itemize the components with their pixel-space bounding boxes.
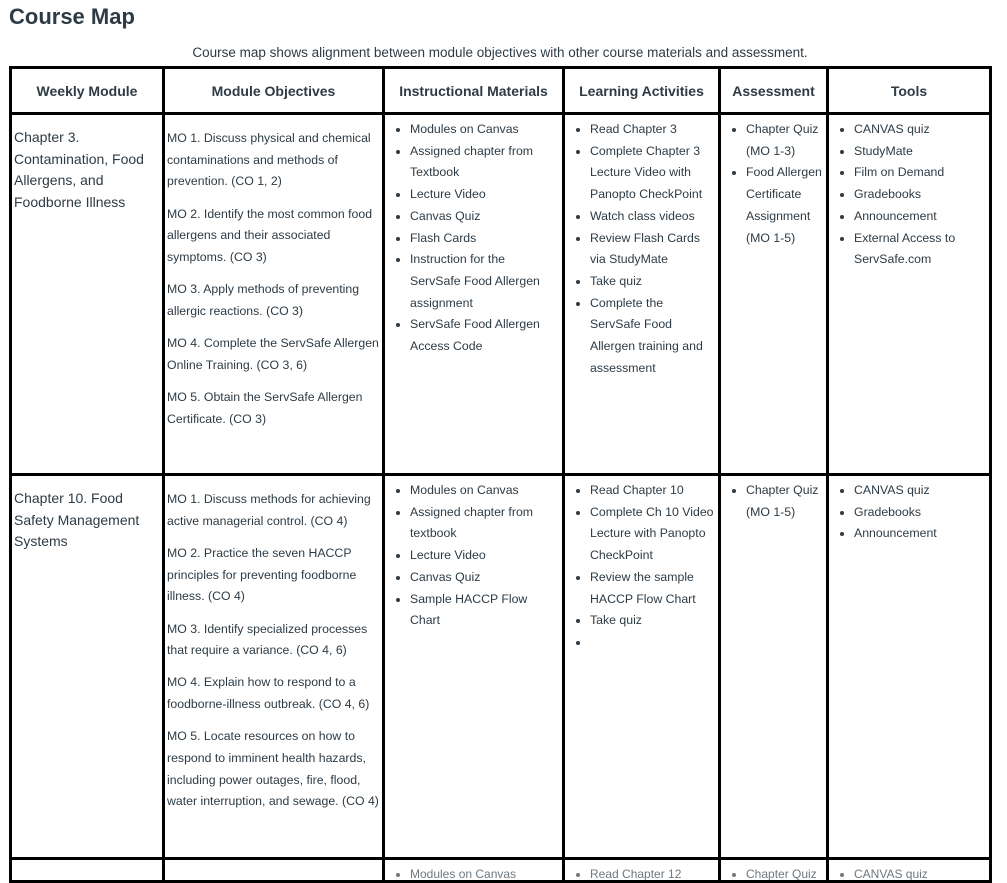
list-item: • Food Allergen Certificate Assignment (MO 1-5) xyxy=(746,162,822,249)
header-weekly-module: Weekly Module xyxy=(11,68,164,114)
list-item: • StudyMate xyxy=(854,141,985,163)
materials-list xyxy=(385,476,562,632)
objective-item: MO 1. Discuss physical and chemical contaminations and methods of prevention. (CO 1, 2) xyxy=(167,131,371,189)
activities-cell xyxy=(564,475,720,859)
list-item: • Gradebooks xyxy=(854,184,985,206)
list-item: • Chapter Quiz xyxy=(746,864,822,880)
header-row xyxy=(11,68,991,114)
activities-list xyxy=(565,476,718,654)
list-item: • Flash Cards xyxy=(410,228,558,250)
assessment-cell xyxy=(720,859,828,882)
materials-cell xyxy=(384,475,564,859)
list-item: • Take quiz xyxy=(590,610,714,632)
objective-item: MO 4. Complete the ServSafe Allergen Online Training. (CO 3, 6) xyxy=(167,336,379,372)
list-item: • Instruction for the ServSafe Food Allergen assignment xyxy=(410,249,558,314)
list-item: • CANVAS quiz xyxy=(854,480,985,502)
course-map-table xyxy=(9,66,992,883)
list-item: • Chapter Quiz (MO 1-3) xyxy=(746,119,822,162)
list-item: • Lecture Video xyxy=(410,545,558,567)
tools-list xyxy=(829,476,989,545)
list-item: • External Access to ServSafe.com xyxy=(854,228,985,271)
list-item: • Review the sample HACCP Flow Chart xyxy=(590,567,714,610)
page-title: Course Map xyxy=(9,4,135,29)
header-learning-activities: Learning Activities xyxy=(564,68,720,114)
list-item: • Modules on Canvas xyxy=(410,119,558,141)
tools-cell xyxy=(828,114,991,475)
materials-cell xyxy=(384,859,564,882)
list-item: • Announcement xyxy=(854,523,985,545)
header-instructional-materials: Instructional Materials xyxy=(384,68,564,114)
list-item: • Modules on Canvas xyxy=(410,480,558,502)
assessment-list xyxy=(721,476,826,523)
objective-item: MO 3. Identify specialized processes that require a variance. (CO 4, 6) xyxy=(167,621,368,658)
objective-item: MO 2. Identify the most common food allergens and their associated symptoms. (CO 3) xyxy=(167,206,373,265)
objective-item: MO 1. Discuss methods for achieving active managerial control. (CO 4) xyxy=(167,492,371,528)
list-item: • Sample HACCP Flow Chart xyxy=(410,589,558,632)
list-item: • Chapter Quiz (MO 1-5) xyxy=(746,480,822,523)
module-cell xyxy=(11,114,164,475)
list-item xyxy=(590,632,714,654)
header-tools: Tools xyxy=(828,68,991,114)
list-item: • Assigned chapter from textbook xyxy=(410,502,558,545)
tools-cell xyxy=(828,475,991,859)
tools-list xyxy=(829,115,989,271)
module-title: Chapter 10. Food Safety Management Systems xyxy=(14,490,140,550)
assessment-list xyxy=(721,115,826,249)
activities-list xyxy=(565,115,718,379)
module-title: Chapter 3. Contamination, Food Allergens, and Foodborne Illness xyxy=(14,129,144,211)
list-item: • Canvas Quiz xyxy=(410,567,558,589)
materials-cell xyxy=(384,114,564,475)
objective-item: MO 5. Locate resources on how to respond to imminent health hazards, including power outages, fire, flood, water interruption, and sewage. (CO 4) xyxy=(167,729,379,809)
list-item: • Film on Demand xyxy=(854,162,985,184)
list-item: • Complete Ch 10 Video Lecture with Panopto CheckPoint xyxy=(590,502,714,567)
objectives-cell xyxy=(164,114,384,475)
tools-cell xyxy=(828,859,991,882)
list-item: • Assigned chapter from Textbook xyxy=(410,141,558,184)
header-module-objectives: Module Objectives xyxy=(164,68,384,114)
list-item: • Gradebooks xyxy=(854,502,985,524)
table-row xyxy=(11,114,991,475)
assessment-cell xyxy=(720,475,828,859)
list-item: • Lecture Video xyxy=(410,184,558,206)
objective-item: MO 3. Apply methods of preventing allergic reactions. (CO 3) xyxy=(167,282,360,318)
objectives-cell xyxy=(164,475,384,859)
module-cell xyxy=(11,475,164,859)
activities-cell xyxy=(564,114,720,475)
list-item: • ServSafe Food Allergen Access Code xyxy=(410,314,558,357)
table-row xyxy=(11,475,991,859)
list-item: • CANVAS quiz xyxy=(854,119,985,141)
table-row xyxy=(11,859,991,882)
module-cell xyxy=(11,859,164,882)
activities-cell xyxy=(564,859,720,882)
objective-item: MO 5. Obtain the ServSafe Allergen Certificate. (CO 3) xyxy=(167,390,363,426)
objectives-cell xyxy=(164,859,384,882)
header-assessment: Assessment xyxy=(720,68,828,114)
assessment-cell xyxy=(720,114,828,475)
list-item: • Canvas Quiz xyxy=(410,206,558,228)
list-item: • Complete Chapter 3 Lecture Video with Panopto CheckPoint xyxy=(590,141,714,206)
objective-item: MO 4. Explain how to respond to a foodborne-illness outbreak. (CO 4, 6) xyxy=(167,675,370,712)
list-item: • CANVAS quiz xyxy=(854,864,985,880)
list-item: • Modules on Canvas xyxy=(410,864,558,880)
list-item: • Announcement xyxy=(854,206,985,228)
objective-item: MO 2. Practice the seven HACCP principles for preventing foodborne illness. (CO 4) xyxy=(167,545,357,604)
list-item: • Read Chapter 3 xyxy=(590,119,714,141)
list-item: • Take quiz xyxy=(590,271,714,293)
materials-list xyxy=(385,115,562,358)
table-caption: Course map shows alignment between module objectives with other course materials and assessment. xyxy=(192,45,808,60)
list-item: • Read Chapter 12 xyxy=(590,864,714,880)
list-item: • Review Flash Cards via StudyMate xyxy=(590,228,714,271)
list-item: • Read Chapter 10 xyxy=(590,480,714,502)
list-item: • Complete the ServSafe Food Allergen training and assessment xyxy=(590,293,714,380)
list-item: • Watch class videos xyxy=(590,206,714,228)
